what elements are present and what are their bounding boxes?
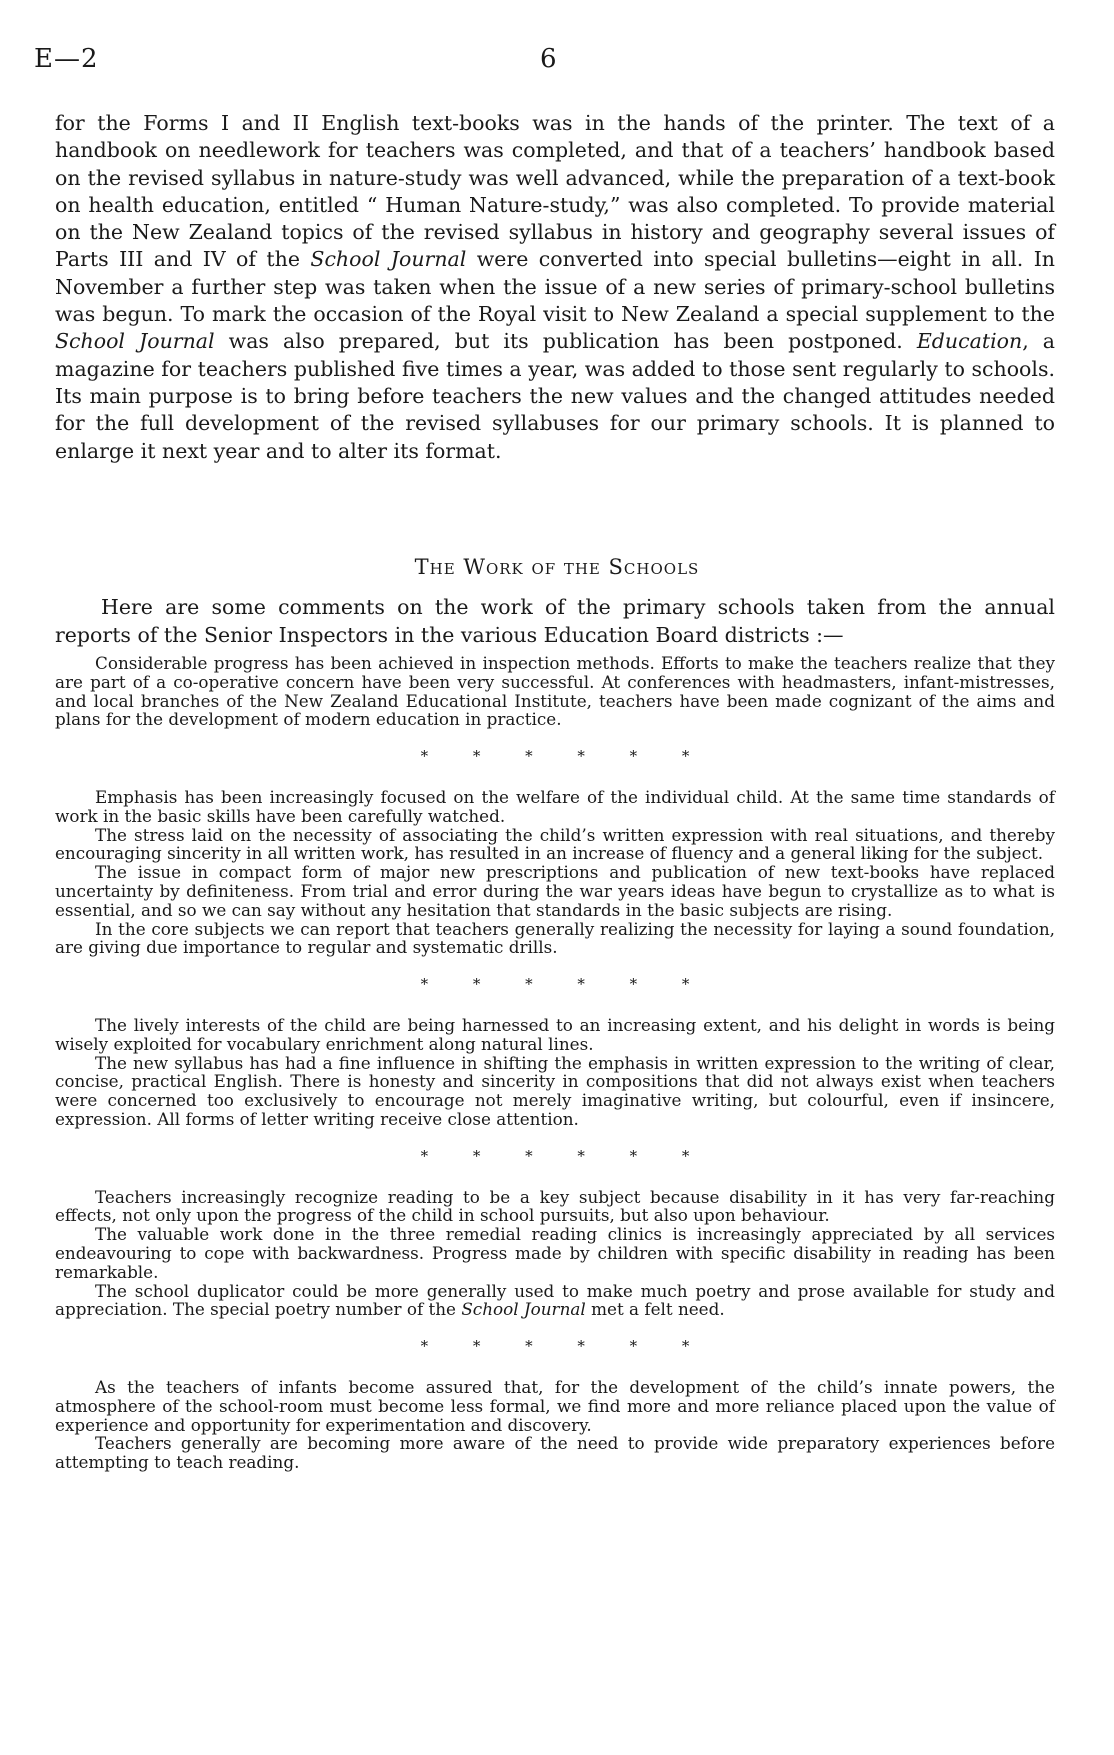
section-divider-stars: * * * * * * bbox=[420, 975, 690, 994]
quote-paragraph: Considerable progress has been achieved in inspection methods. Efforts to make the teachers realize that they are part of a co-operative concern have been very successful. At conferences with headmasters, infant-mistresses, and local branches of the New Zealand Educational Institute, teachers have been made cognizant of the aims and plans for the development of modern education in practice. bbox=[55, 653, 1055, 730]
section-divider-stars: * * * * * * bbox=[420, 1146, 690, 1165]
magazine-title: Education bbox=[916, 329, 1023, 354]
quote-paragraph: Emphasis has been increasingly focused on the welfare of the individual child. At the same time standards of work in the basic skills have been carefully watched. bbox=[55, 786, 1055, 826]
section-divider-stars: * * * * * * bbox=[420, 1337, 690, 1356]
quote-paragraph: The stress laid on the necessity of associating the child’s written expression with real situations, and thereby encouraging sincerity in all written work, has resulted in an increase of fluency and a general liking for the subject. bbox=[55, 824, 1055, 864]
quote-paragraph: The lively interests of the child are being harnessed to an increasing extent, and his delight in words is being wisely exploited for vocabulary enrichment along natural lines. bbox=[55, 1014, 1055, 1054]
intro-text-1: for the Forms I and II English text-books was in the hands of the printer. The text of a handbook on needlework for teachers was completed, and that of a teachers’ handbook based on the revised syllabus in nature-study was well advanced, while the preparation of a text-book on health education, entitled “ Human Nature-study,” was also completed. To provide material on the New Zealand topics of the revised syllabus in history and geography several issues of Parts III and IV of the bbox=[55, 111, 1055, 272]
journal-title: School Journal bbox=[461, 1299, 586, 1320]
quote-paragraph bbox=[55, 1282, 1055, 1320]
intro-text-3: was also prepared, but its publication has been postponed. bbox=[214, 329, 917, 354]
quote-paragraph: The new syllabus has had a fine influence in shifting the emphasis in written expression to the writing of clear, concise, practical English. There is honesty and sincerity in compositions that did not always exist when teachers were concerned too exclusively to encourage not merely imaginative writing, but colourful, even if insincere, expression. All forms of letter writing receive close attention. bbox=[55, 1052, 1055, 1129]
intro-text-2: were converted into special bulletins—eight in all. In November a further step was taken when the issue of a new series of primary-school bulletins was begun. To mark the occasion of the Royal visit to New Zealand a special supplement to the bbox=[55, 247, 1055, 327]
journal-title: School Journal bbox=[310, 247, 467, 272]
quote-paragraph: As the teachers of infants become assured that, for the development of the child’s innate powers, the atmosphere of the school-room must become less formal, we find more and more reliance placed upon the value of experience and opportunity for experimentation and discovery. bbox=[55, 1376, 1055, 1435]
quote-paragraph: The issue in compact form of major new prescriptions and publication of new text-books have replaced uncertainty by definiteness. From trial and error during the war years ideas have begun to crystallize as to what is essential, and so we can say without any hesitation that standards in the basic subjects are rising. bbox=[55, 862, 1055, 920]
inspector-quotes bbox=[55, 654, 1055, 1472]
journal-title: School Journal bbox=[55, 329, 215, 354]
page-number: 6 bbox=[540, 44, 557, 74]
quote-paragraph: Teachers generally are becoming more aware of the need to provide wide preparatory experiences before attempting to teach reading. bbox=[55, 1433, 1055, 1473]
quote-paragraph: In the core subjects we can report that teachers generally realizing the necessity for laying a sound foundation, are giving due importance to regular and systematic drills. bbox=[55, 918, 1055, 958]
quote-paragraph: Teachers increasingly recognize reading to be a key subject because disability in it has very far-reaching effects, not only upon the progress of the child in school pursuits, but also upon behaviour. bbox=[55, 1186, 1055, 1226]
intro-text-4: , a magazine for teachers published five times a year, was added to those sent regularly to schools. Its main purpose is to bring before teachers the new values and the changed attitudes needed for the full development of the revised syllabuses for our primary schools. It is planned to enlarge it next year and to alter its format. bbox=[55, 329, 1055, 463]
quote-text: The school duplicator could be more generally used to make much poetry and prose available for study and appreciation. The special poetry number of the bbox=[55, 1280, 1055, 1320]
section-divider-stars: * * * * * * bbox=[420, 747, 690, 766]
intro-paragraph bbox=[55, 110, 1055, 465]
quote-text: met a felt need. bbox=[585, 1299, 725, 1320]
section-heading: The Work of the Schools bbox=[414, 555, 700, 579]
document-code: E—2 bbox=[34, 44, 99, 74]
quote-paragraph: The valuable work done in the three remedial reading clinics is increasingly appreciated by all services endeavouring to cope with backwardness. Progress made by children with specific disability in reading has been remarkable. bbox=[55, 1224, 1055, 1282]
section-lead-paragraph: Here are some comments on the work of the primary schools taken from the annual reports of the Senior Inspectors in the various Education Board districts :— bbox=[55, 595, 1055, 647]
